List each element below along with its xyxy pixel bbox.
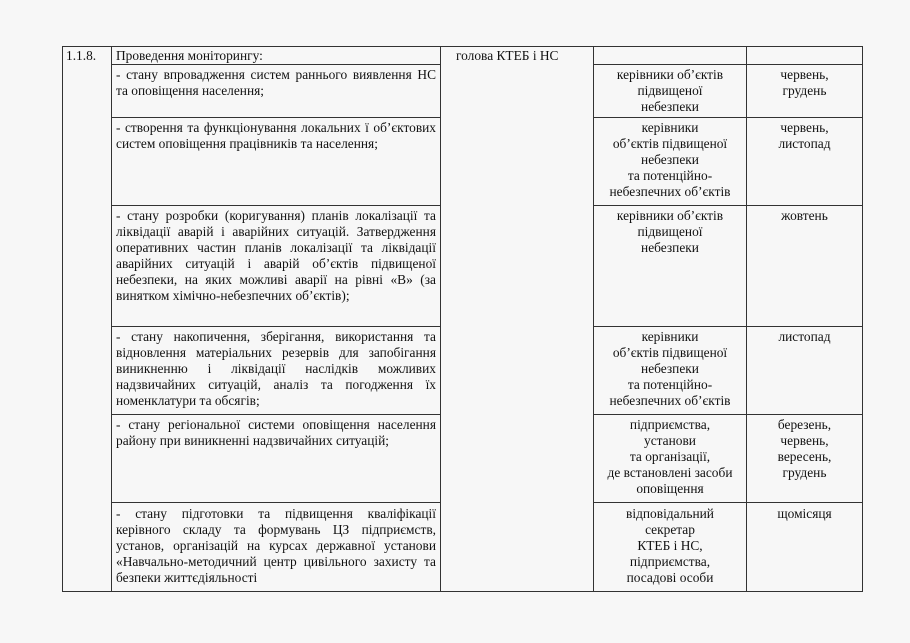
task-text: - стану впровадження систем раннього виявлення НС та оповіщення населення; bbox=[116, 67, 436, 98]
term-cell bbox=[747, 506, 862, 522]
term-line: березень, bbox=[777, 417, 832, 432]
section-number: 1.1.8. bbox=[66, 48, 97, 63]
task-text: - стану розробки (коригування) планів локалізації та ліквідації аварій і аварійних ситуацій. Затвердження оперативних частин планів локалізації та ліквідації аварійних ситуацій і аварій об’єктів підвищеної небезпеки, на яких можливі аварії на рівні «В» (за винятком хімічно-небезпечних об’єктів); bbox=[116, 208, 436, 303]
executors-cell bbox=[594, 417, 746, 497]
executor-line: установи bbox=[644, 433, 696, 448]
executor-line: небезпеки bbox=[641, 240, 699, 255]
executor-line: підприємства, bbox=[629, 417, 711, 432]
executors-cell bbox=[594, 506, 746, 586]
executor-line: небезпеки bbox=[641, 99, 699, 114]
executor-line: та організації, bbox=[629, 449, 711, 464]
executor-line: де встановлені засоби bbox=[607, 465, 733, 480]
term-cell bbox=[747, 120, 862, 152]
row-divider bbox=[112, 64, 440, 65]
term-cell bbox=[747, 208, 862, 224]
executor-line: посадові особи bbox=[626, 570, 714, 585]
task-text: - стану підготовки та підвищення кваліфікації керівного складу та формувань ЦЗ підприємств, установ, організацій на курсах державної установи «Навчально-методичний центр цивільного захисту та безпеки життєдіяльності bbox=[116, 506, 436, 585]
responsible-main: голова КТЕБ і НС bbox=[456, 48, 559, 63]
row-divider bbox=[112, 326, 440, 327]
table-border-left bbox=[62, 46, 63, 592]
row-divider bbox=[112, 414, 440, 415]
term-cell bbox=[747, 329, 862, 345]
executor-line: об’єктів підвищеної bbox=[612, 345, 728, 360]
term-cell bbox=[747, 67, 862, 99]
executors-cell bbox=[594, 208, 746, 256]
term-line: жовтень bbox=[781, 208, 828, 223]
term-line: листопад bbox=[778, 329, 831, 344]
executor-line: керівники bbox=[641, 120, 699, 135]
row-divider bbox=[112, 117, 440, 118]
term-line: листопад bbox=[778, 136, 831, 151]
column-divider bbox=[111, 46, 112, 592]
executor-line: об’єктів підвищеної bbox=[612, 136, 728, 151]
executor-line: керівники об’єктів bbox=[616, 208, 724, 223]
row-divider bbox=[593, 205, 862, 206]
executors-cell bbox=[594, 120, 746, 200]
table-border-right bbox=[862, 46, 863, 592]
executor-line: підвищеної bbox=[637, 83, 703, 98]
executors-cell bbox=[594, 329, 746, 409]
executor-line: оповіщення bbox=[636, 481, 704, 496]
executor-line: керівники об’єктів bbox=[616, 67, 724, 82]
task-text: - стану накопичення, зберігання, використання та відновлення матеріальних резервів для запобігання виникненню і ліквідації наслідків можливих надзвичайних ситуацій, аналіз та погодження їх номенклатури та обсягів; bbox=[116, 329, 436, 408]
term-line: вересень, bbox=[777, 449, 832, 464]
executor-line: відповідальний bbox=[626, 506, 714, 521]
executor-line: керівники bbox=[641, 329, 699, 344]
row-divider bbox=[112, 205, 440, 206]
term-line: червень, bbox=[780, 433, 829, 448]
row-divider bbox=[593, 326, 862, 327]
executor-line: небезпечних об’єктів bbox=[609, 184, 731, 199]
term-cell bbox=[747, 417, 862, 481]
row-divider bbox=[112, 502, 440, 503]
term-line: грудень bbox=[782, 83, 827, 98]
executor-line: небезпеки bbox=[641, 361, 699, 376]
table-border-top bbox=[62, 46, 862, 47]
executor-line: підприємства, bbox=[629, 554, 711, 569]
term-line: грудень bbox=[782, 465, 827, 480]
executors-cell bbox=[594, 67, 746, 115]
task-text: - створення та функціонування локальних ї об’єктових систем оповіщення працівників та населення; bbox=[116, 120, 436, 151]
executor-line: небезпечних об’єктів bbox=[609, 393, 731, 408]
term-line: щомісяця bbox=[777, 506, 832, 521]
row-divider bbox=[593, 502, 862, 503]
executor-line: та потенційно- bbox=[627, 377, 713, 392]
task-text: - стану регіональної системи оповіщення населення району при виникненні надзвичайних ситуацій; bbox=[116, 417, 436, 448]
row-divider bbox=[593, 64, 862, 65]
column-divider bbox=[440, 46, 441, 592]
row-divider bbox=[593, 117, 862, 118]
table-border-bottom bbox=[62, 591, 862, 592]
row-divider bbox=[593, 414, 862, 415]
executor-line: та потенційно- bbox=[627, 168, 713, 183]
term-line: червень, bbox=[780, 120, 829, 135]
executor-line: секретар bbox=[645, 522, 695, 537]
executor-line: КТЕБ і НС, bbox=[637, 538, 703, 553]
section-title: Проведення моніторингу: bbox=[116, 48, 263, 63]
executor-line: підвищеної bbox=[637, 224, 703, 239]
executor-line: небезпеки bbox=[641, 152, 699, 167]
term-line: червень, bbox=[780, 67, 829, 82]
